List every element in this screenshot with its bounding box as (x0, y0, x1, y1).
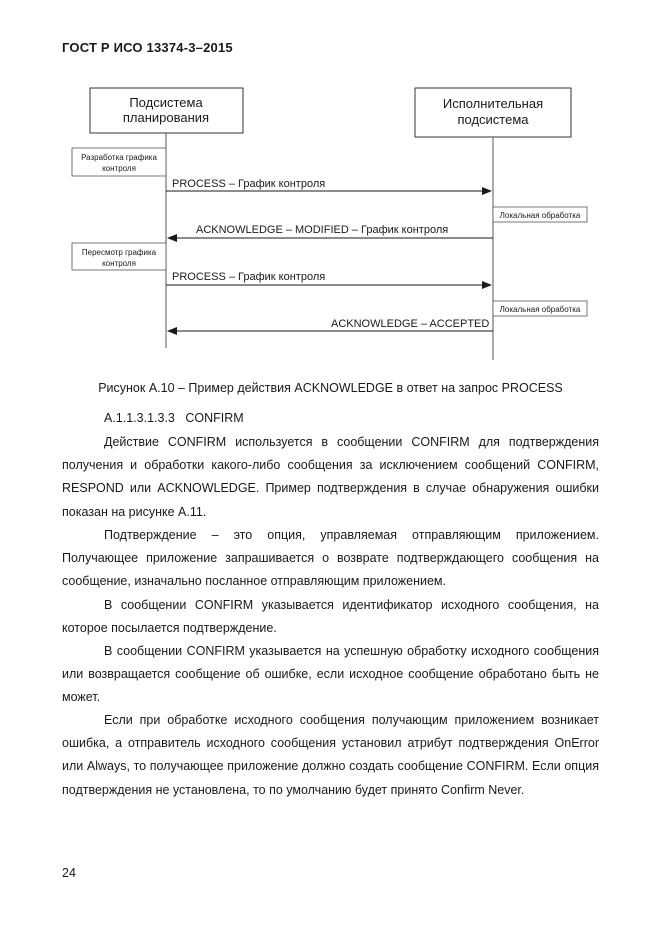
sequence-diagram (0, 0, 661, 380)
message-label-2: ACKNOWLEDGE – MODIFIED – График контроля (196, 224, 449, 236)
lifeline-label-execution-1: Исполнительная (442, 96, 544, 111)
message-label-3: PROCESS – График контроля (172, 271, 326, 283)
lifeline-label-execution-2: подсистема (457, 112, 529, 127)
document-header: ГОСТ Р ИСО 13374-3–2015 (62, 40, 233, 55)
section-number: А.1.1.3.1.3.3 (104, 411, 175, 425)
figure-caption: Рисунок А.10 – Пример действия ACKNOWLEDGE в ответ на запрос PROCESS (98, 381, 563, 395)
paragraph-5: Если при обработке исходного сообщения получающим приложением возникает ошибка, а отправитель исходного сообщения установил атрибут подтверждения OnError или Always, то получающее приложение должно создать сообщение CONFIRM. Если опция подтверждения не установлена, то по умолчанию будет принято Confirm Never. (62, 713, 599, 797)
message-label-1: PROCESS – График контроля (172, 178, 326, 190)
paragraph-4: В сообщении CONFIRM указывается на успешную обработку исходного сообщения или возвращается сообщение об ошибке, если исходное сообщение обработано быть не может. (62, 644, 599, 705)
page-number: 24 (62, 866, 76, 880)
note-dev-schedule-line-2: контроля (102, 164, 136, 173)
section-heading (104, 411, 244, 425)
paragraph-3: В сообщении CONFIRM указывается идентификатор исходного сообщения, на которое посылается подтверждение. (62, 598, 599, 636)
note-review-schedule-line-1: Пересмотр графика (81, 248, 157, 257)
section-title: CONFIRM (185, 411, 244, 425)
paragraph-2: Подтверждение – это опция, управляемая отправляющим приложением. Получающее приложение запрашивается о возврате подтверждающего сообщения на сообщение, изначально посланное отправляющим приложением. (62, 528, 599, 589)
note-local-processing-2-text: Локальная обработка (499, 305, 581, 314)
lifeline-label-planning-1: Подсистема (129, 95, 203, 110)
note-local-processing-1-text: Локальная обработка (499, 211, 581, 220)
lifeline-label-planning-2: планирования (122, 110, 210, 125)
paragraph-1: Действие CONFIRM используется в сообщении CONFIRM для подтверждения получения и обработки какого-либо сообщения за исключением сообщений CONFIRM, RESPOND или ACKNOWLEDGE. Пример подтверждения в случае обнаружения ошибки показан на рисунке А.11. (62, 435, 599, 519)
note-dev-schedule-line-1: Разработка графика (81, 153, 157, 162)
message-label-4: ACKNOWLEDGE – ACCEPTED (331, 318, 490, 330)
note-review-schedule-line-2: контроля (102, 259, 136, 268)
